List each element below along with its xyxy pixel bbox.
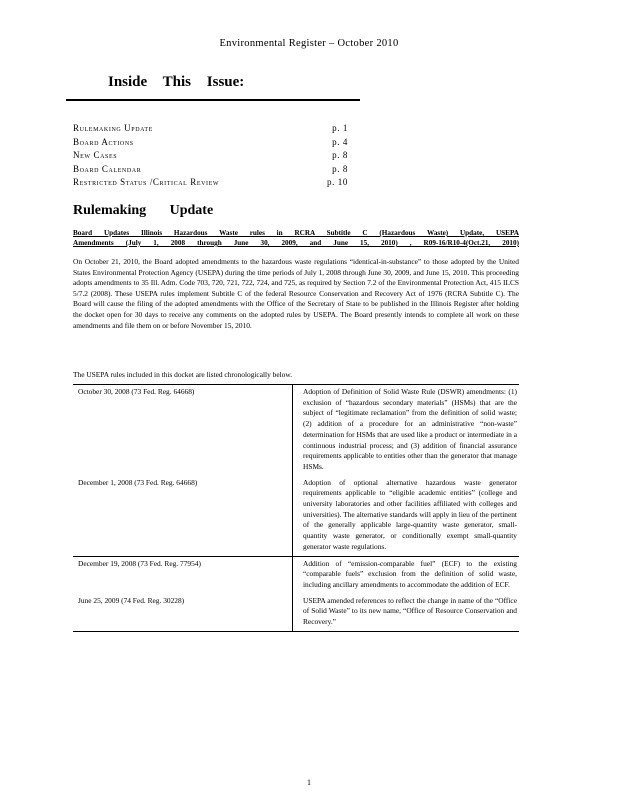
toc-item-page: p. 10 xyxy=(327,177,348,187)
table-row xyxy=(73,556,519,594)
page-number: 1 xyxy=(307,778,311,787)
toc-item-page: p. 8 xyxy=(332,163,348,174)
running-header: Environmental Register – October 2010 xyxy=(219,38,399,49)
table-row xyxy=(73,594,519,632)
rule-date: October 30, 2008 (73 Fed. Reg. 64668) xyxy=(73,385,293,476)
toc-item-label: New Cases xyxy=(73,150,118,160)
table-row xyxy=(73,385,519,476)
toc-divider xyxy=(66,99,360,101)
article-subheading xyxy=(73,228,519,248)
section-title: Rulemaking Update xyxy=(73,203,214,218)
toc-item[interactable] xyxy=(73,149,348,163)
toc-item[interactable] xyxy=(73,122,348,136)
table-of-contents xyxy=(73,122,348,190)
toc-item-label: Rulemaking Update xyxy=(73,123,153,133)
toc-title: Inside This Issue: xyxy=(108,74,245,90)
rule-date: June 25, 2009 (74 Fed. Reg. 30228) xyxy=(73,594,293,632)
toc-item[interactable] xyxy=(73,163,348,177)
rule-description: Addition of “emission-comparable fuel” (ECF) to the existing “comparable fuels” exclusion from the definition of solid waste, including ancillary amendments to accommodate the addition of ECF. xyxy=(293,556,520,594)
toc-item-label: Board Calendar xyxy=(73,163,142,174)
rule-date: December 1, 2008 (73 Fed. Reg. 64668) xyxy=(73,476,293,556)
rules-table xyxy=(73,384,519,632)
rule-description: Adoption of optional alternative hazardous waste generator requirements applicable to “eligible academic entities” (college and university laboratories and other facilities affiliated with colleges and universities). The alternative standards will apply in lieu of the pertinent of the generally applicable large-quantity waste generator, small-quantity waste generator, or conditionally exempt small-quantity generator waste regulations. xyxy=(293,476,520,556)
table-row xyxy=(73,476,519,556)
toc-item[interactable] xyxy=(73,176,348,190)
toc-item-page: p. 1 xyxy=(332,123,348,133)
toc-item-label: Board Actions xyxy=(73,136,134,147)
rule-date: December 19, 2008 (73 Fed. Reg. 77954) xyxy=(78,558,201,568)
article-paragraph: On October 21, 2010, the Board adopted amendments to the hazardous waste regulations “identical-in-substance” to those adopted by the United States Environmental Protection Agency (USEPA) during the time periods of July 1, 2008 through June 30, 2009, and June 15, 2010. This proceeding adopts amendments to 35 Ill. Adm. Code 703, 720, 721, 722, 724, and 725, as required by Section 7.2 of the Environmental Protection Act, 415 ILCS 5/7.2 (2008). These USEPA rules implement Subtitle C of the federal Resource Conservation and Recovery Act of 1976 (RCRA Subtitle C). The Board will cause the filing of the adopted amendments with the Office of the Secretary of State to be published in the Illinois Register after holding the docket open for 30 days to receive any comments on the adopted rules by USEPA. The Board presently intends to complete all work on these amendments and file them on or before November 15, 2010. xyxy=(73,257,519,330)
subheading-line-2: Amendments (July 1, 2008 through June 30, 2009, and June 15, 2010) , R09-16/R10-4(Oct.21, 2010) xyxy=(73,239,519,247)
subheading-line-1: Board Updates Illinois Hazardous Waste rules in RCRA Subtitle C (Hazardous Waste) Update, USEPA xyxy=(73,229,519,237)
rule-description: Adoption of Definition of Solid Waste Rule (DSWR) amendments: (1) exclusion of “hazardous secondary materials” (HSMs) that are the subject of “legitimate reclamation” from the definition of solid waste; (2) addition of a procedure for an administrative “non-waste” determination for HSMs that are used like a product or intermediate in a continuous industrial process; and (3) addition of financial assurance requirements applicable to entities other than the generator that manage HSMs. xyxy=(293,385,520,476)
toc-item[interactable] xyxy=(73,136,348,150)
toc-item-page: p. 8 xyxy=(332,150,348,160)
toc-item-label: Restricted Status /Critical Review xyxy=(73,177,220,187)
rules-intro: The USEPA rules included in this docket are listed chronologically below. xyxy=(73,370,293,379)
rule-description: USEPA amended references to reflect the change in name of the “Office of Solid Waste” to its new name, “Office of Resource Conservation and Recovery.” xyxy=(293,594,520,632)
toc-item-page: p. 4 xyxy=(332,136,348,147)
